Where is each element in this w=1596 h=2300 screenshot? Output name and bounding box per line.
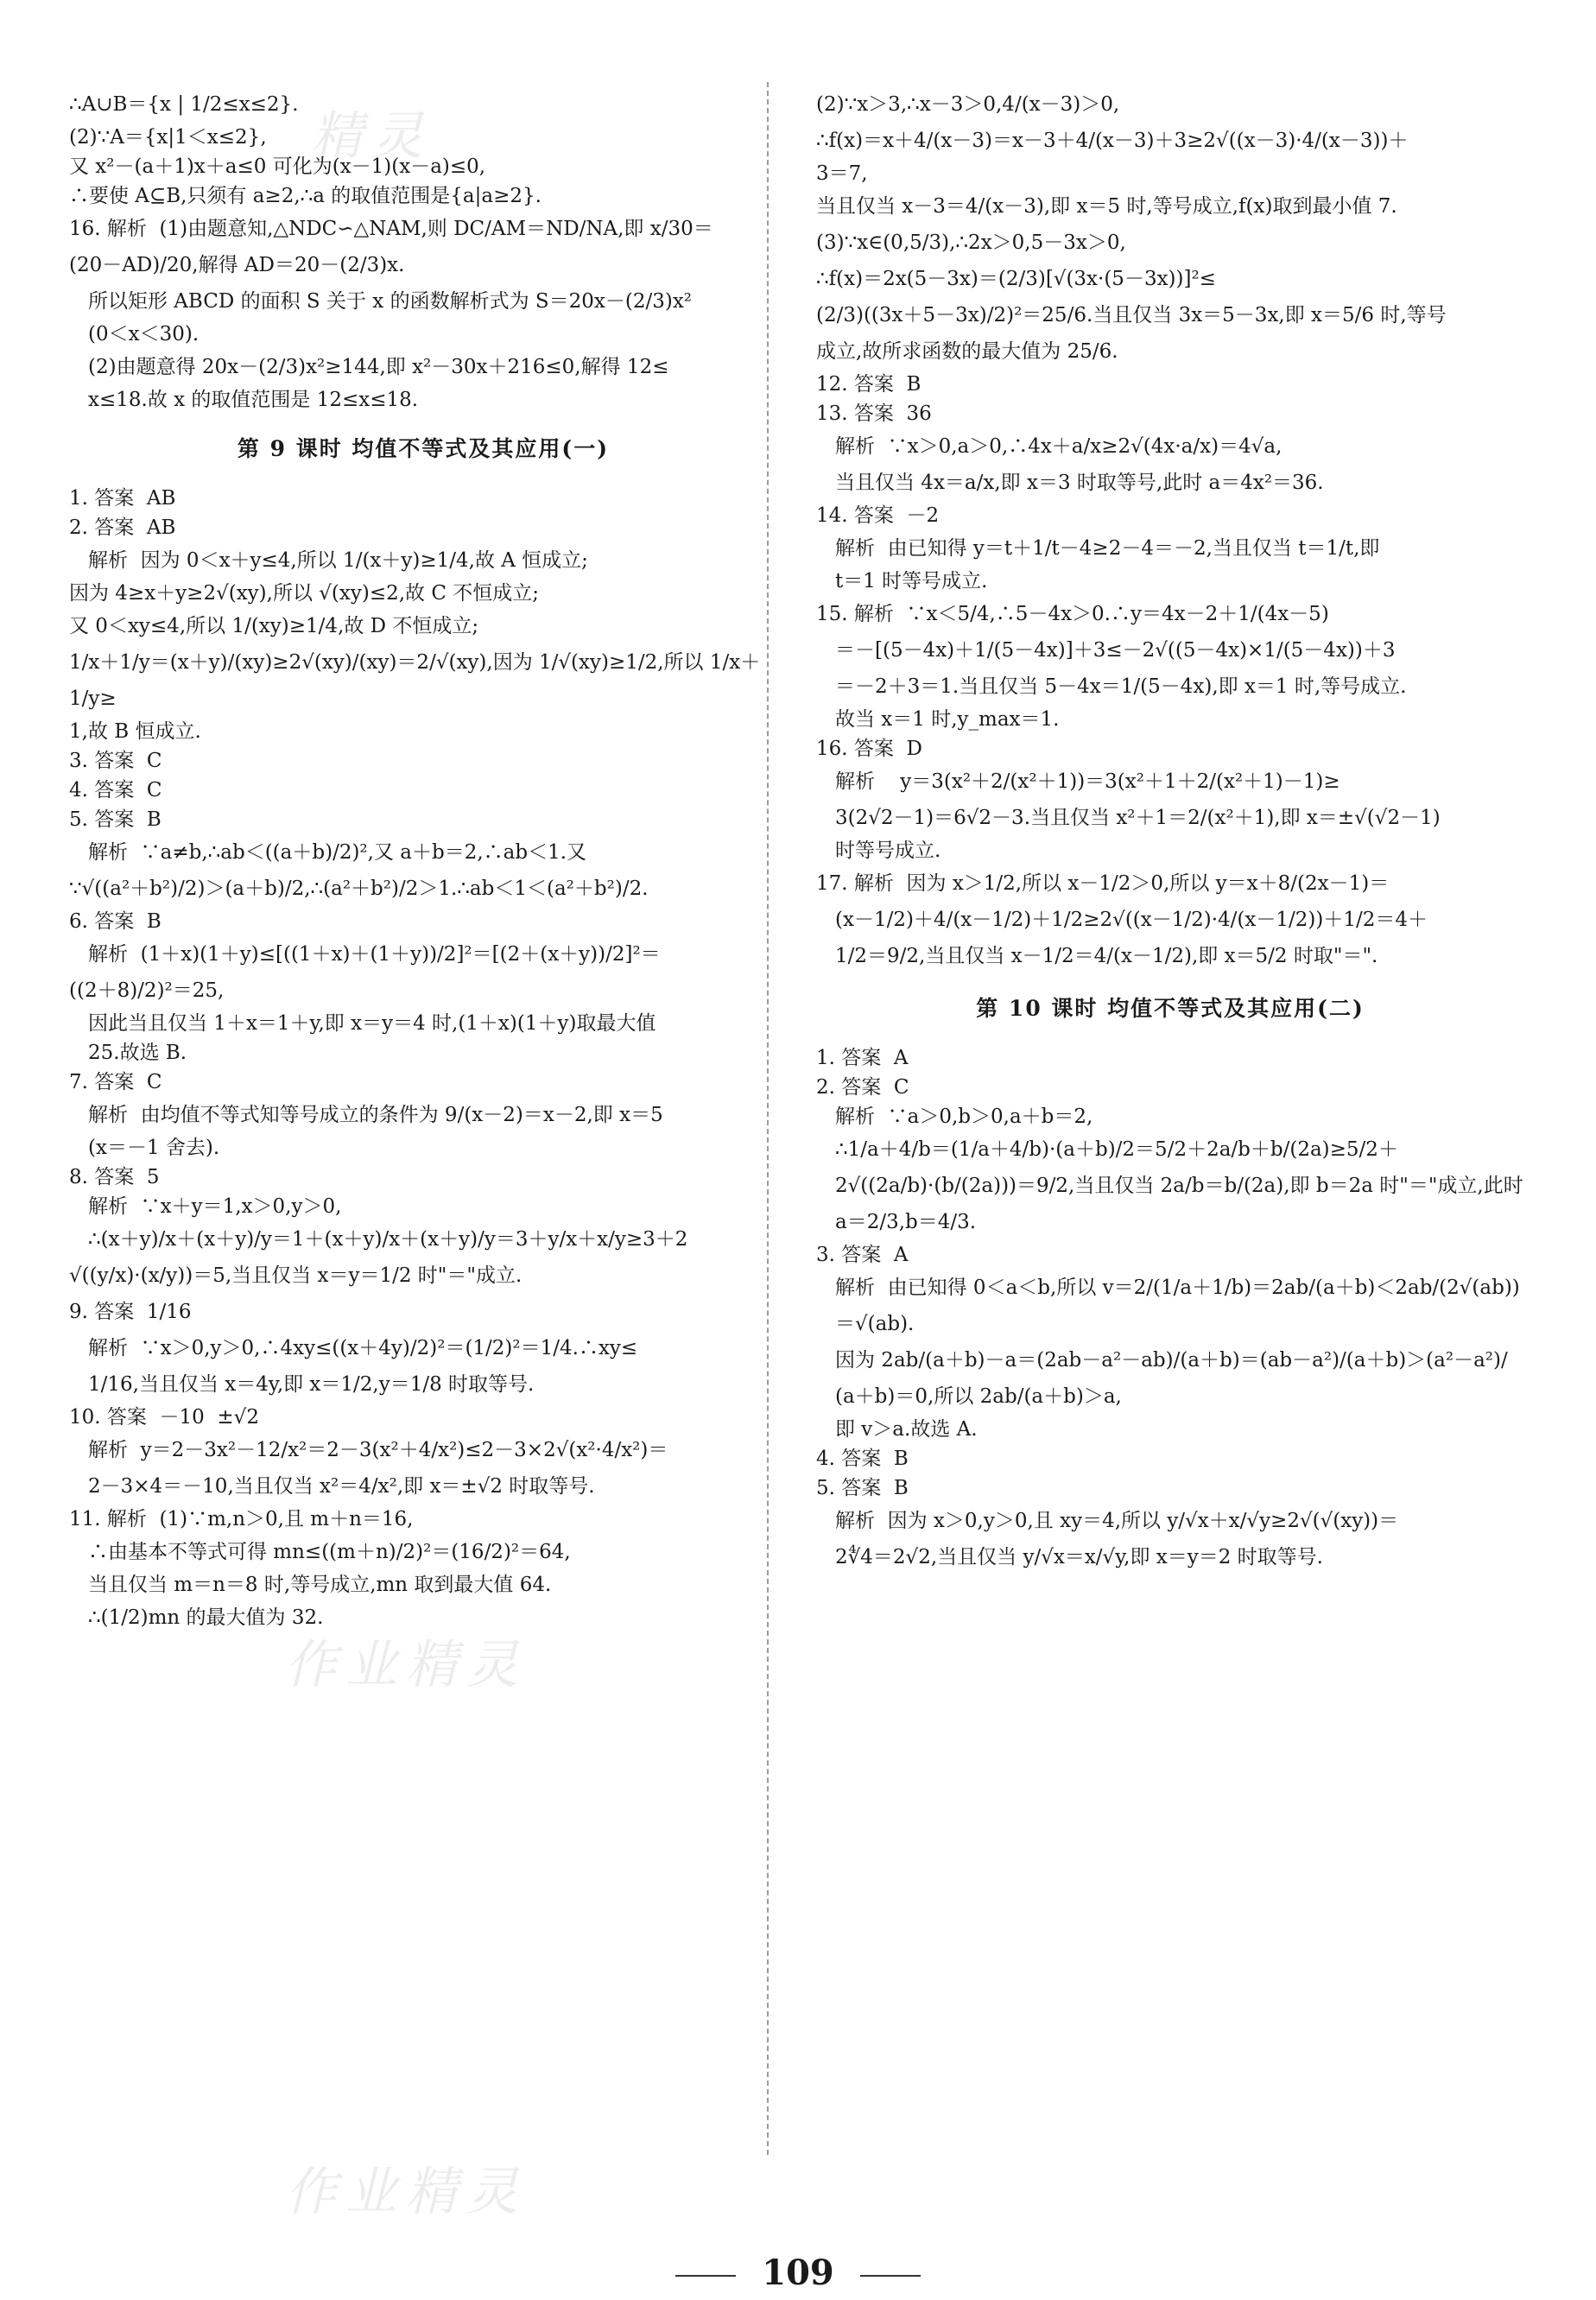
answer-line: 1. 答案 AB bbox=[69, 487, 176, 510]
answer-line: (2)∵A＝{x|1＜x≤2}, bbox=[69, 126, 267, 149]
answer-line: 2∜4＝2√2,当且仅当 y/√x＝x/√y,即 x＝y＝2 时取等号. bbox=[835, 1546, 1323, 1568]
answer-line: 3. 答案 C bbox=[69, 750, 162, 772]
answer-line: 1. 答案 A bbox=[816, 1047, 909, 1069]
answer-line: 5. 答案 B bbox=[816, 1477, 909, 1499]
answer-line: 解析 ∵x＞0,y＞0,∴4xy≤((x＋4y)/2)²＝(1/2)²＝1/4.∴xy≤ bbox=[88, 1337, 638, 1359]
answer-line: 解析 ∵a≠b,∴ab＜((a＋b)/2)²,又 a＋b＝2,∴ab＜1.又 bbox=[88, 841, 587, 864]
answer-line: 解析 因为 x＞0,y＞0,且 xy＝4,所以 y/√x＋x/√y≥2√(√(xy))＝ bbox=[835, 1510, 1399, 1532]
watermark: 精灵 bbox=[311, 106, 432, 167]
answer-line: 2√((2a/b)·(b/(2a)))＝9/2,当且仅当 2a/b＝b/(2a),即 b＝2a 时"＝"成立,此时 bbox=[835, 1175, 1523, 1197]
answer-line: 1/16,当且仅当 x＝4y,即 x＝1/2,y＝1/8 时取等号. bbox=[88, 1373, 535, 1396]
answer-line: 3(2√2－1)＝6√2－3.当且仅当 x²＋1＝2/(x²＋1),即 x＝±√(√2－1) bbox=[835, 807, 1441, 829]
answer-line: (3)∵x∈(0,5/3),∴2x＞0,5－3x＞0, bbox=[816, 231, 1126, 254]
answer-line: a＝2/3,b＝4/3. bbox=[835, 1211, 977, 1233]
answer-line: ∴A∪B＝{x | 1/2≤x≤2}. bbox=[69, 93, 299, 116]
answer-line: x≤18.故 x 的取值范围是 12≤x≤18. bbox=[88, 389, 419, 411]
answer-line: 1/x＋1/y＝(x＋y)/(xy)≥2√(xy)/(xy)＝2/√(xy),因为 1/√(xy)≥1/2,所以 1/x＋1/y≥ bbox=[69, 651, 761, 710]
answer-line: t＝1 时等号成立. bbox=[835, 570, 988, 592]
answer-line: 解析 ∵a＞0,b＞0,a＋b＝2, bbox=[835, 1106, 1093, 1128]
answer-line: 因此当且仅当 1＋x＝1＋y,即 x＝y＝4 时,(1＋x)(1＋y)取最大值 bbox=[88, 1012, 656, 1035]
answer-line: 14. 答案 －2 bbox=[816, 504, 940, 527]
answer-line: 16. 解析 (1)由题意知,△NDC∽△NAM,则 DC/AM＝ND/NA,即 x/30＝ bbox=[69, 218, 713, 240]
answer-line: √((y/x)·(x/y))＝5,当且仅当 x＝y＝1/2 时"＝"成立. bbox=[69, 1264, 522, 1287]
answer-line: 8. 答案 5 bbox=[69, 1166, 160, 1188]
answer-line: 5. 答案 B bbox=[69, 808, 162, 831]
answer-line: ∴(x＋y)/x＋(x＋y)/y＝1＋(x＋y)/x＋(x＋y)/y＝3＋y/x＋x/y≥3＋2 bbox=[88, 1228, 688, 1251]
left-answers-part1 bbox=[69, 86, 777, 415]
answer-line: 解析 由已知得 0＜a＜b,所以 v＝2/(1/a＋1/b)＝2ab/(a＋b)＜2ab/(2√(ab))＝√(ab). bbox=[835, 1277, 1520, 1335]
left-column bbox=[69, 86, 777, 1636]
answer-line: (x－1/2)＋4/(x－1/2)＋1/2≥2√((x－1/2)·4/(x－1/2))＋1/2＝4＋ bbox=[835, 909, 1428, 931]
right-answers-part1 bbox=[816, 86, 1524, 974]
answer-line: (x＝－1 舍去). bbox=[88, 1137, 220, 1159]
answer-line: ((2＋8)/2)²＝25, bbox=[69, 979, 225, 1002]
answer-line: 时等号成立. bbox=[835, 840, 941, 862]
answer-line: 3. 答案 A bbox=[816, 1244, 909, 1266]
answer-line: 因为 2ab/(a＋b)－a＝(2ab－a²－ab)/(a＋b)＝(ab－a²)/(a＋b)＞(a²－a²)/(a＋b)＝0,所以 2ab/(a＋b)＞a, bbox=[835, 1349, 1508, 1408]
watermark: 作业精灵 bbox=[285, 2162, 527, 2222]
answer-line: 又 0＜xy≤4,所以 1/(xy)≥1/4,故 D 不恒成立; bbox=[69, 615, 479, 637]
answer-line: 当且仅当 4x＝a/x,即 x＝3 时取等号,此时 a＝4x²＝36. bbox=[835, 472, 1324, 494]
answer-line: 7. 答案 C bbox=[69, 1071, 162, 1093]
answer-line: 2. 答案 AB bbox=[69, 516, 176, 539]
answer-line: ∴f(x)＝x＋4/(x－3)＝x－3＋4/(x－3)＋3≥2√((x－3)·4/(x－3))＋ bbox=[816, 130, 1409, 152]
answer-line: 2. 答案 C bbox=[816, 1076, 909, 1099]
answer-line: 因为 4≥x＋y≥2√(xy),所以 √(xy)≤2,故 C 不恒成立; bbox=[69, 582, 540, 605]
answer-line: (2)由题意得 20x－(2/3)x²≥144,即 x²－30x＋216≤0,解得 12≤ bbox=[88, 356, 669, 378]
answer-line: 当且仅当 x－3＝4/(x－3),即 x＝5 时,等号成立,f(x)取到最小值 7. bbox=[816, 195, 1397, 218]
answer-line: 25.故选 B. bbox=[88, 1042, 187, 1064]
page-number: 109 bbox=[762, 2252, 834, 2293]
answer-line: ∴1/a＋4/b＝(1/a＋4/b)·(a＋b)/2＝5/2＋2a/b＋b/(2a)≥5/2＋ bbox=[835, 1138, 1398, 1161]
answer-line: 10. 答案 －10 ±√2 bbox=[69, 1406, 259, 1429]
footer-dash-left bbox=[675, 2275, 736, 2277]
answer-line: 解析 由均值不等式知等号成立的条件为 9/(x－2)＝x－2,即 x＝5 bbox=[88, 1104, 663, 1126]
answer-line: 11. 解析 (1)∵m,n＞0,且 m＋n＝16, bbox=[69, 1508, 414, 1530]
answer-line: ∵√((a²＋b²)/2)＞(a＋b)/2,∴(a²＋b²)/2＞1.∴ab＜1＜(a²＋b²)/2. bbox=[69, 878, 649, 900]
answer-line: 4. 答案 C bbox=[69, 779, 162, 802]
answer-line: ∴要使 A⊆B,只须有 a≥2,∴a 的取值范围是{a|a≥2}. bbox=[69, 185, 542, 207]
answer-line: 17. 解析 因为 x＞1/2,所以 x－1/2＞0,所以 y＝x＋8/(2x－1)＝ bbox=[816, 872, 1390, 895]
right-answers-part2 bbox=[816, 1043, 1524, 1575]
answer-line: 解析 ∵x＋y＝1,x＞0,y＞0, bbox=[88, 1195, 342, 1218]
answer-line: 即 v＞a.故选 A. bbox=[835, 1418, 978, 1441]
answer-line: 故当 x＝1 时,y_max＝1. bbox=[835, 708, 1060, 731]
answer-line: (0＜x＜30). bbox=[88, 323, 200, 345]
answer-line: 15. 解析 ∵x＜5/4,∴5－4x＞0.∴y＝4x－2＋1/(4x－5) bbox=[816, 603, 1329, 625]
page-number-footer bbox=[0, 2252, 1596, 2293]
answer-line: 又 x²－(a＋1)x＋a≤0 可化为(x－1)(x－a)≤0, bbox=[69, 155, 486, 178]
answer-line: 解析 因为 0＜x＋y≤4,所以 1/(x＋y)≥1/4,故 A 恒成立; bbox=[88, 549, 588, 572]
footer-dash-right bbox=[860, 2275, 921, 2277]
answer-line: 成立,故所求函数的最大值为 25/6. bbox=[816, 340, 1118, 363]
answer-line: 当且仅当 m＝n＝8 时,等号成立,mn 取到最大值 64. bbox=[88, 1574, 552, 1596]
answer-line: ∴由基本不等式可得 mn≤((m＋n)/2)²＝(16/2)²＝64, bbox=[88, 1541, 571, 1563]
answer-line: 解析 y＝3(x²＋2/(x²＋1))＝3(x²＋1＋2/(x²＋1)－1)≥ bbox=[835, 770, 1340, 793]
answer-line: 6. 答案 B bbox=[69, 910, 162, 933]
answer-line: 9. 答案 1/16 bbox=[69, 1301, 192, 1323]
answer-line: 2－3×4＝－10,当且仅当 x²＝4/x²,即 x＝±√2 时取等号. bbox=[88, 1475, 595, 1498]
section-title-lesson-10: 第 10 课时 均值不等式及其应用(二) bbox=[976, 996, 1365, 1021]
answer-line: 1/2＝9/2,当且仅当 x－1/2＝4/(x－1/2),即 x＝5/2 时取"＝". bbox=[835, 945, 1378, 967]
answer-line: ∴(1/2)mn 的最大值为 32. bbox=[88, 1606, 324, 1629]
answer-line: 解析 y＝2－3x²－12/x²＝2－3(x²＋4/x²)≤2－3×2√(x²·4/x²)＝ bbox=[88, 1439, 668, 1461]
section-title-lesson-9: 第 9 课时 均值不等式及其应用(一) bbox=[237, 436, 610, 461]
answer-line: 4. 答案 B bbox=[816, 1448, 909, 1470]
answer-line: 3＝7, bbox=[816, 162, 868, 185]
watermark: 作业精灵 bbox=[285, 1635, 527, 1695]
left-answers-part2 bbox=[69, 484, 777, 1636]
answer-line: 12. 答案 B bbox=[816, 373, 922, 396]
answer-line: 13. 答案 36 bbox=[816, 402, 932, 425]
answer-line: ＝－2＋3＝1.当且仅当 5－4x＝1/(5－4x),即 x＝1 时,等号成立. bbox=[835, 675, 1407, 698]
answer-line: 解析 ∵x＞0,a＞0,∴4x＋a/x≥2√(4x·a/x)＝4√a, bbox=[835, 435, 1282, 458]
answer-line: (2)∵x＞3,∴x－3＞0,4/(x－3)＞0, bbox=[816, 93, 1120, 116]
answer-line: ＝－[(5－4x)＋1/(5－4x)]＋3≤－2√((5－4x)×1/(5－4x))＋3 bbox=[835, 639, 1396, 662]
answer-line: 16. 答案 D bbox=[816, 738, 922, 760]
answer-line: 解析 (1＋x)(1＋y)≤[((1＋x)＋(1＋y))/2]²＝[(2＋(x＋y))/2]²＝ bbox=[88, 943, 661, 966]
answer-line: 解析 由已知得 y＝t＋1/t－4≥2－4＝－2,当且仅当 t＝1/t,即 bbox=[835, 537, 1380, 560]
answer-line: (20－AD)/20,解得 AD＝20－(2/3)x. bbox=[69, 254, 405, 276]
answer-line: 1,故 B 恒成立. bbox=[69, 720, 201, 743]
right-column bbox=[816, 86, 1524, 1575]
answer-line: ∴f(x)＝2x(5－3x)＝(2/3)[√(3x·(5－3x))]²≤ bbox=[816, 268, 1216, 290]
answer-line: (2/3)((3x＋5－3x)/2)²＝25/6.当且仅当 3x＝5－3x,即 x＝5/6 时,等号 bbox=[816, 304, 1447, 326]
answer-line: 所以矩形 ABCD 的面积 S 关于 x 的函数解析式为 S＝20x－(2/3)x² bbox=[88, 290, 693, 313]
